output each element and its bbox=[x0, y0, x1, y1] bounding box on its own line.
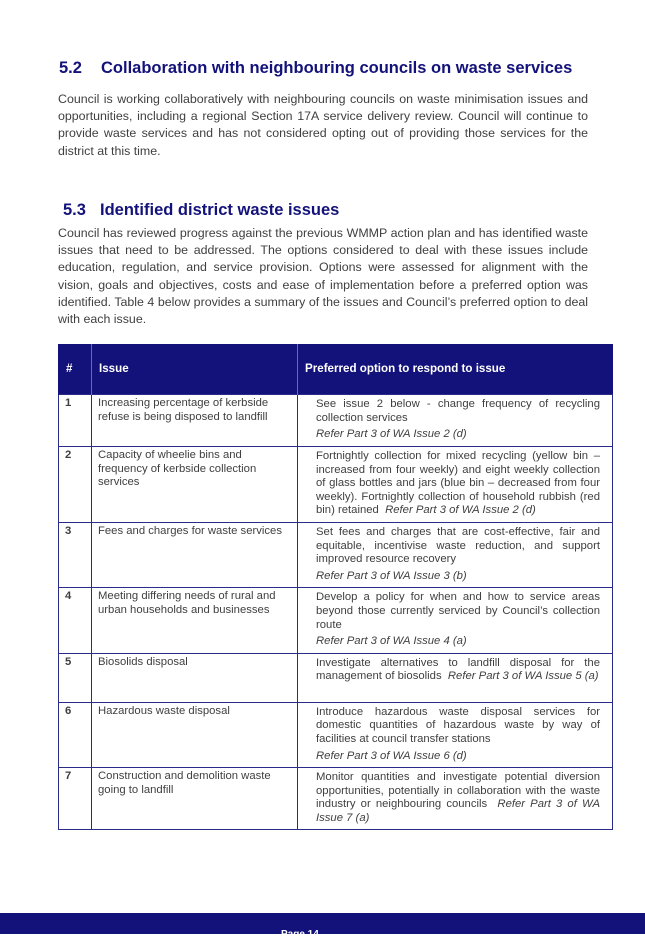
table-header-row bbox=[59, 344, 613, 395]
table-row bbox=[59, 702, 613, 767]
header-number: # bbox=[59, 344, 92, 395]
option-text-block bbox=[316, 591, 600, 632]
section-5-2-heading bbox=[59, 58, 572, 78]
issue-description: Increasing percentage of kerbside refuse is being disposed to landfill bbox=[92, 395, 298, 447]
table-row bbox=[59, 522, 613, 587]
issue-number: 3 bbox=[59, 522, 92, 587]
option-text-block bbox=[316, 706, 600, 747]
table-body bbox=[59, 395, 613, 830]
option-text-block bbox=[316, 657, 600, 684]
section-5-2-paragraph: Council is working collaboratively with neighbouring councils on waste minimisation issues and opportunities, including a regional Section 17A service delivery review. Council will continue to provide waste services and has not considered opting out of providing those services for the district at this time. bbox=[58, 92, 588, 158]
page-number: Page 14 bbox=[281, 929, 319, 940]
waste-issues-table bbox=[58, 344, 613, 830]
issue-description: Hazardous waste disposal bbox=[92, 702, 298, 767]
section-number: 5.2 bbox=[59, 59, 82, 77]
issue-description: Capacity of wheelie bins and frequency of kerbside collection services bbox=[92, 447, 298, 523]
issue-number: 6 bbox=[59, 702, 92, 767]
table-row bbox=[59, 447, 613, 523]
issue-number: 1 bbox=[59, 395, 92, 447]
section-5-3-paragraph: Council has reviewed progress against the previous WMMP action plan and has identified waste issues that need to be addressed. The options considered to deal with these issues include education, regulation, and service provision. Options were assessed for alignment with the vision, goals and objectives, costs and ease of implementation before a preferred option was identified. Table 4 below provides a summary of the issues and Council’s preferred option to deal with each issue. bbox=[58, 226, 588, 327]
header-issue: Issue bbox=[92, 344, 298, 395]
preferred-option bbox=[298, 768, 613, 830]
issue-description: Construction and demolition waste going to landfill bbox=[92, 768, 298, 830]
table-row bbox=[59, 653, 613, 702]
option-text: Introduce hazardous waste disposal services for domestic quantities of hazardous waste by way of facilities at council transfer stations bbox=[316, 705, 600, 745]
option-text: Fortnightly collection for mixed recycling (yellow bin – increased from four weekly) and eight weekly collection of glass bottles and jars (blue bin – decreased from four weekly). Fortnightly collection of household rubbish (red bin) retained bbox=[316, 450, 600, 517]
option-text: Monitor quantities and investigate potential diversion opportunities, potentially in collaboration with the waste industry or neighbouring councils bbox=[316, 771, 600, 811]
option-text-block bbox=[316, 526, 600, 567]
preferred-option bbox=[298, 447, 613, 523]
option-reference: Refer Part 3 of WA Issue 2 (d) bbox=[385, 504, 536, 517]
option-reference: Refer Part 3 of WA Issue 5 (a) bbox=[447, 670, 599, 683]
header-preferred-option: Preferred option to respond to issue bbox=[298, 344, 613, 395]
option-text-block bbox=[316, 450, 600, 518]
option-text-block bbox=[316, 771, 600, 825]
issue-description: Biosolids disposal bbox=[92, 653, 298, 702]
option-reference: Refer Part 3 of WA Issue 3 (b) bbox=[316, 569, 467, 582]
section-5-3-heading bbox=[63, 200, 339, 220]
issue-number: 5 bbox=[59, 653, 92, 702]
issue-number: 4 bbox=[59, 588, 92, 653]
option-reference: Refer Part 3 of WA Issue 4 (a) bbox=[316, 635, 467, 648]
section-title: Collaboration with neighbouring councils on waste services bbox=[101, 59, 573, 77]
section-title: Identified district waste issues bbox=[100, 201, 340, 219]
preferred-option bbox=[298, 702, 613, 767]
table-row bbox=[59, 768, 613, 830]
page-footer bbox=[0, 913, 645, 940]
option-text: See issue 2 below - change frequency of recycling collection services bbox=[316, 398, 600, 424]
option-text: Develop a policy for when and how to service areas beyond those currently serviced by Council’s collection route bbox=[316, 591, 600, 631]
preferred-option bbox=[298, 395, 613, 447]
issue-number: 2 bbox=[59, 447, 92, 523]
section-number: 5.3 bbox=[63, 201, 86, 219]
issue-number: 7 bbox=[59, 768, 92, 830]
option-text: Investigate alternatives to landfill disposal for the management of biosolids bbox=[316, 656, 600, 683]
option-text: Set fees and charges that are cost-effective, fair and equitable, incentivise waste reduction, and support improved resource recovery bbox=[316, 525, 600, 566]
option-reference: Refer Part 3 of WA Issue 2 (d) bbox=[316, 428, 467, 441]
preferred-option bbox=[298, 653, 613, 702]
option-reference: Refer Part 3 of WA Issue 6 (d) bbox=[316, 749, 467, 762]
option-text-block bbox=[316, 398, 600, 425]
table-row bbox=[59, 588, 613, 653]
issue-description: Meeting differing needs of rural and urban households and businesses bbox=[92, 588, 298, 653]
option-reference: Refer Part 3 of WA Issue 7 (a) bbox=[316, 798, 600, 824]
table-row bbox=[59, 395, 613, 447]
preferred-option bbox=[298, 588, 613, 653]
issue-description: Fees and charges for waste services bbox=[92, 522, 298, 587]
preferred-option bbox=[298, 522, 613, 587]
